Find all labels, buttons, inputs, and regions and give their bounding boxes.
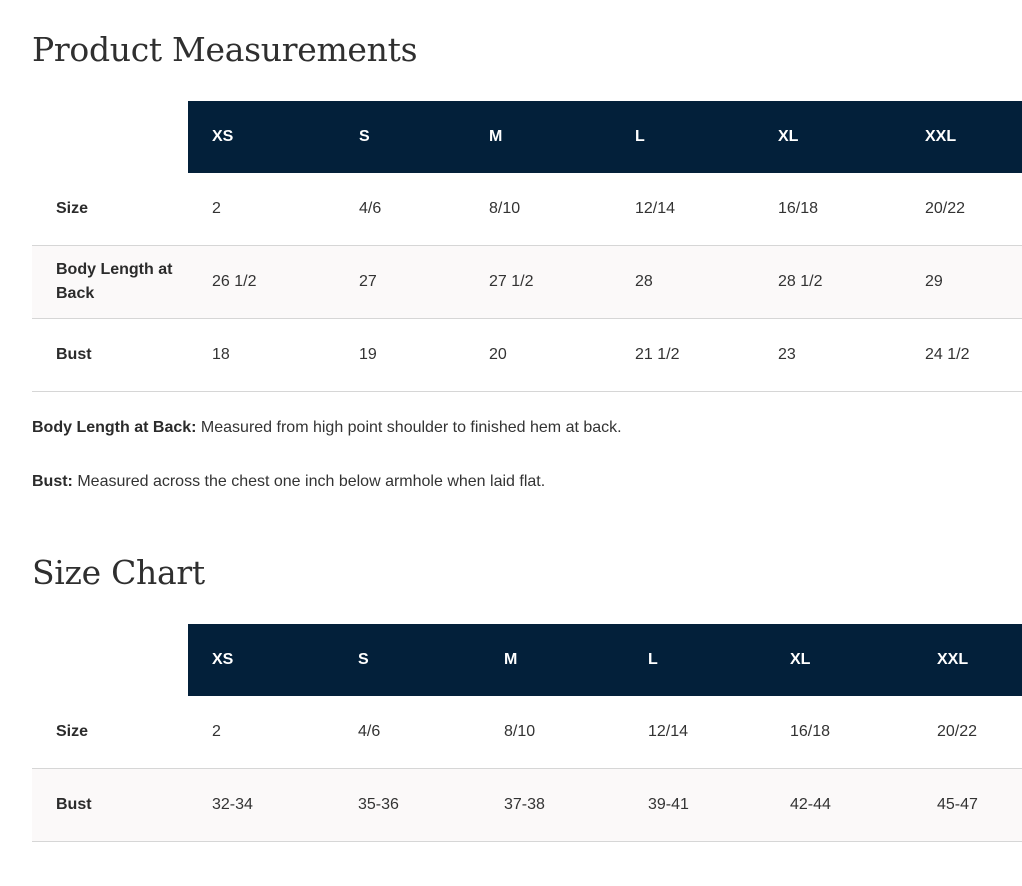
column-header-xs: XS [188, 101, 335, 173]
table-cell: 4/6 [334, 696, 480, 769]
table-cell: 16/18 [766, 696, 913, 769]
table-cell: 8/10 [480, 696, 624, 769]
table-cell: 12/14 [624, 696, 766, 769]
table-cell: 23 [754, 319, 901, 392]
column-header-m: M [465, 101, 611, 173]
note-term: Body Length at Back: [32, 419, 197, 436]
column-header-l: L [611, 101, 754, 173]
table-cell: 19 [335, 319, 465, 392]
table-header-row [32, 624, 1022, 696]
note-text: Measured from high point shoulder to finished hem at back. [200, 419, 622, 436]
note-body-length [32, 416, 1022, 440]
note-text: Measured across the chest one inch below armhole when laid flat. [77, 473, 546, 490]
measurement-notes [32, 416, 1022, 524]
column-header-l: L [624, 624, 766, 696]
product-measurements-table [32, 101, 1022, 392]
column-header-m: M [480, 624, 624, 696]
table-cell: 42-44 [766, 769, 913, 842]
row-label: Bust [32, 319, 188, 392]
table-cell: 35-36 [334, 769, 480, 842]
note-term: Bust: [32, 473, 73, 490]
size-chart-title: Size Chart [32, 553, 205, 592]
table-cell: 32-34 [188, 769, 334, 842]
table-cell: 28 [611, 246, 754, 319]
table-cell: 39-41 [624, 769, 766, 842]
table-cell: 29 [901, 246, 1022, 319]
table-cell: 4/6 [335, 173, 465, 246]
table-row-size [32, 696, 1022, 769]
table-cell: 27 [335, 246, 465, 319]
product-measurements-title: Product Measurements [32, 30, 418, 69]
header-corner [32, 101, 188, 173]
note-bust [32, 470, 1022, 494]
table-row-size [32, 173, 1022, 246]
table-cell: 18 [188, 319, 335, 392]
table-cell: 24 1/2 [901, 319, 1022, 392]
table-cell: 28 1/2 [754, 246, 901, 319]
table-row-bust [32, 319, 1022, 392]
column-header-s: S [335, 101, 465, 173]
table-header-row [32, 101, 1022, 173]
table-cell: 8/10 [465, 173, 611, 246]
row-label: Bust [32, 769, 188, 842]
table-cell: 2 [188, 696, 334, 769]
header-corner [32, 624, 188, 696]
table-cell: 20/22 [901, 173, 1022, 246]
table-cell: 16/18 [754, 173, 901, 246]
table-cell: 37-38 [480, 769, 624, 842]
size-chart-table [32, 624, 1022, 842]
column-header-xxl: XXL [901, 101, 1022, 173]
column-header-xs: XS [188, 624, 334, 696]
table-row-bust [32, 769, 1022, 842]
column-header-xl: XL [766, 624, 913, 696]
table-cell: 20/22 [913, 696, 1022, 769]
table-cell: 21 1/2 [611, 319, 754, 392]
table-cell: 45-47 [913, 769, 1022, 842]
column-header-xxl: XXL [913, 624, 1022, 696]
table-cell: 26 1/2 [188, 246, 335, 319]
table-cell: 20 [465, 319, 611, 392]
column-header-xl: XL [754, 101, 901, 173]
row-label: Size [32, 696, 188, 769]
column-header-s: S [334, 624, 480, 696]
row-label: Size [32, 173, 188, 246]
table-cell: 12/14 [611, 173, 754, 246]
table-row-body-length [32, 246, 1022, 319]
row-label: Body Length at Back [32, 246, 188, 319]
table-cell: 27 1/2 [465, 246, 611, 319]
table-cell: 2 [188, 173, 335, 246]
